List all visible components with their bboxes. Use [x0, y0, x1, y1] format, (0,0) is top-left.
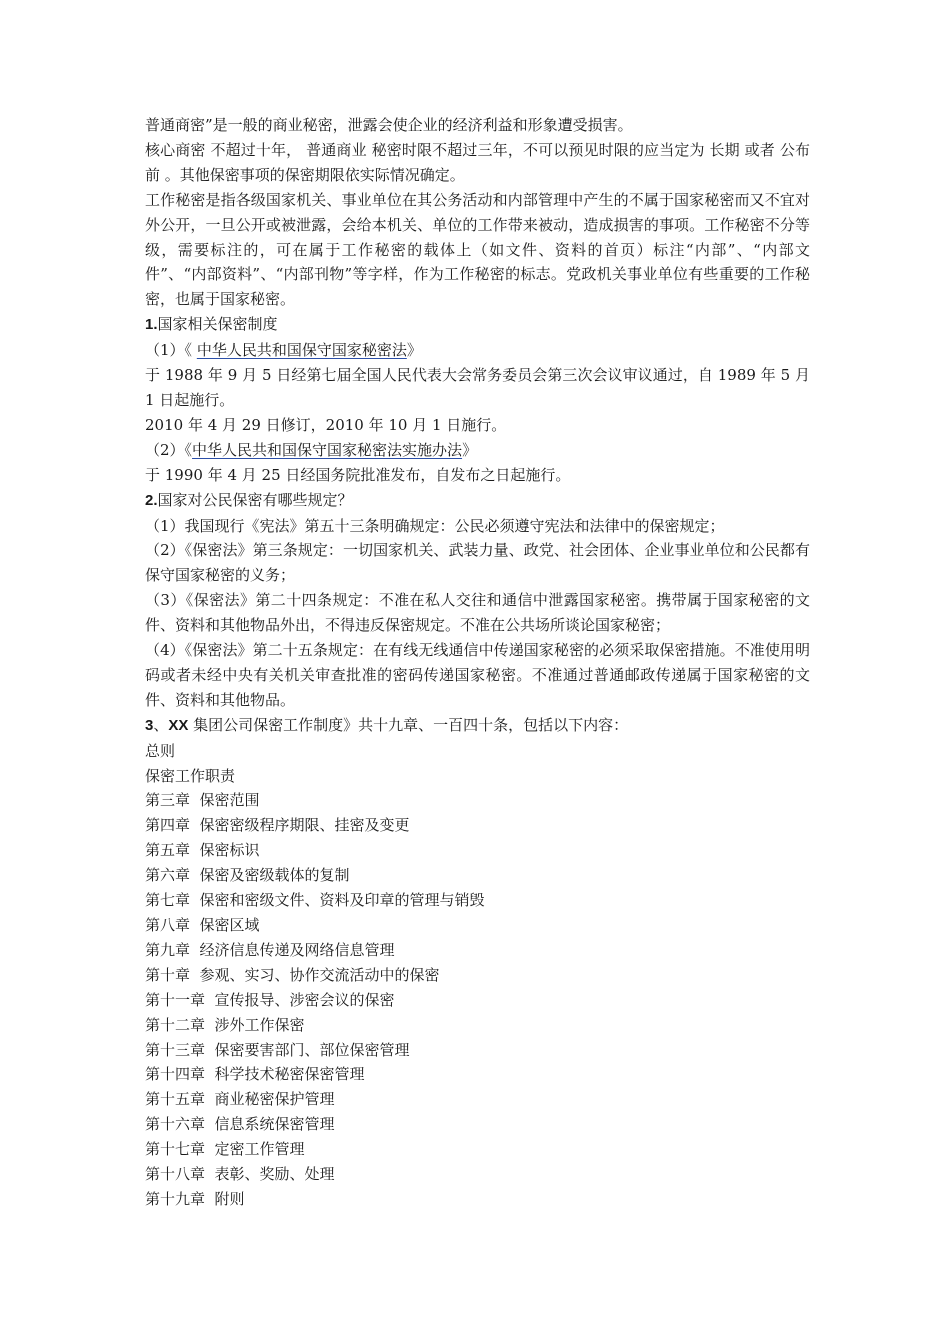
law-1-description: 于 1988 年 9 月 5 日经第七届全国人民代表大会常务委员会第三次会议审议通过，自 1989 年 5 月 1 日起施行。: [145, 366, 810, 409]
section-3-number: 3: [145, 716, 154, 734]
chapter-item: 第十四章 科学技术秘密保密管理: [145, 1065, 365, 1084]
chapter-item: 第十二章 涉外工作保密: [145, 1015, 305, 1034]
law-2-prefix: （2）《: [145, 440, 193, 459]
section-3-heading: [145, 713, 810, 739]
law-1-suffix: 》: [406, 341, 422, 360]
law-2-link[interactable]: 中华人民共和国保守国家秘密法实施办法: [192, 440, 463, 459]
chapter-item: 第十一章 宣传报导、涉密会议的保密: [145, 990, 395, 1009]
chapter-item: 第十三章 保密要害部门、部位保密管理: [145, 1040, 410, 1059]
section-1-heading: [145, 312, 810, 338]
law-2-description: 于 1990 年 4 月 25 日经国务院批准发布，自发布之日起施行。: [145, 465, 571, 484]
law-1-title: [145, 338, 810, 363]
law-1-prefix: （1）《: [145, 341, 197, 360]
chapter-item: 第三章 保密范围: [145, 791, 260, 810]
rule-item: （4）《保密法》第二十五条规定：在有线无线通信中传递国家秘密的必须采取保密措施。不准使用明码或者未经中央有关机关审查批准的密码传递国家秘密。不准通过普通邮政传递属于国家秘密的文件、资料和其他物品。: [145, 641, 810, 709]
section-2-number: 2.: [145, 491, 158, 509]
chapter-item: 第十六章 信息系统保密管理: [145, 1115, 335, 1134]
section-1-number: 1.: [145, 316, 158, 334]
chapter-item: 第五章 保密标识: [145, 841, 260, 860]
section-3-title: 集团公司保密工作制度》共十九章、一百四十条，包括以下内容：: [188, 715, 629, 734]
chapter-item: 第十五章 商业秘密保护管理: [145, 1090, 335, 1109]
document-page: [145, 113, 810, 1212]
law-1-link[interactable]: 中华人民共和国保守国家秘密法: [196, 341, 407, 360]
section-1-title: 国家相关保密制度: [157, 315, 278, 334]
chapter-item: 保密工作职责: [145, 766, 236, 785]
section-2-title: 国家对公民保密有哪些规定？: [157, 490, 353, 509]
rule-item: （2）《保密法》第三条规定：一切国家机关、武装力量、政党、社会团体、企业事业单位和公民都有保守国家秘密的义务；: [145, 541, 810, 585]
chapter-item: 第十七章 定密工作管理: [145, 1140, 305, 1159]
rule-item: （3）《保密法》第二十四条规定：不准在私人交往和通信中泄露国家秘密。携带属于国家秘密的文件、资料和其他物品外出，不得违反保密规定。不准在公共场所谈论国家秘密；: [145, 591, 810, 635]
chapter-item: 第十九章 附则: [145, 1189, 245, 1208]
chapter-list: [145, 739, 810, 1212]
chapter-item: 第九章 经济信息传递及网络信息管理: [145, 940, 395, 959]
chapter-item: 第七章 保密和密级文件、资料及印章的管理与销毁: [145, 891, 485, 910]
intro-line-1: 普通商密”是一般的商业秘密，泄露会使企业的经济利益和形象遭受损害。: [145, 116, 633, 134]
law-1-revision: 2010 年 4 月 29 日修订，2010 年 10 月 1 日施行。: [145, 415, 507, 434]
rule-item: （1）我国现行《宪法》第五十三条明确规定：公民必须遵守宪法和法律中的保密规定；: [145, 516, 725, 535]
intro-line-2: 核心商密 不超过十年， 普通商业 秘密时限不超过三年，不可以预见时限的应当定为 长期 或者 公布前 。其他保密事项的保密期限依实际情况确定。: [145, 140, 810, 184]
section-2-heading: [145, 488, 810, 514]
chapter-item: 第十章 参观、实习、协作交流活动中的保密: [145, 965, 440, 984]
law-2-title: [145, 438, 810, 463]
law-2-suffix: 》: [462, 440, 478, 459]
work-secret-paragraph: 工作秘密是指各级国家机关、事业单位在其公务活动和内部管理中产生的不属于国家秘密而又不宜对外公开，一旦公开或被泄露，会给本机关、单位的工作带来被动，造成损害的事项。工作秘密不分等级，需要标注的，可在属于工作秘密的载体上（如文件、资料的首页）标注“内部”、“内部文件”、“内部资料”、“内部刊物”等字样，作为工作秘密的标志。党政机关事业单位有些重要的工作秘密，也属于国家秘密。: [145, 190, 810, 309]
chapter-item: 第十八章 表彰、奖励、处理: [145, 1165, 335, 1184]
chapter-item: 第四章 保密密级程序期限、挂密及变更: [145, 816, 410, 835]
section-3-separator: 、: [153, 715, 169, 734]
section-3-xx: XX: [168, 716, 189, 734]
chapter-item: 第八章 保密区域: [145, 916, 260, 934]
chapter-item: 总则: [145, 741, 176, 760]
chapter-item: 第六章 保密及密级载体的复制: [145, 866, 350, 885]
